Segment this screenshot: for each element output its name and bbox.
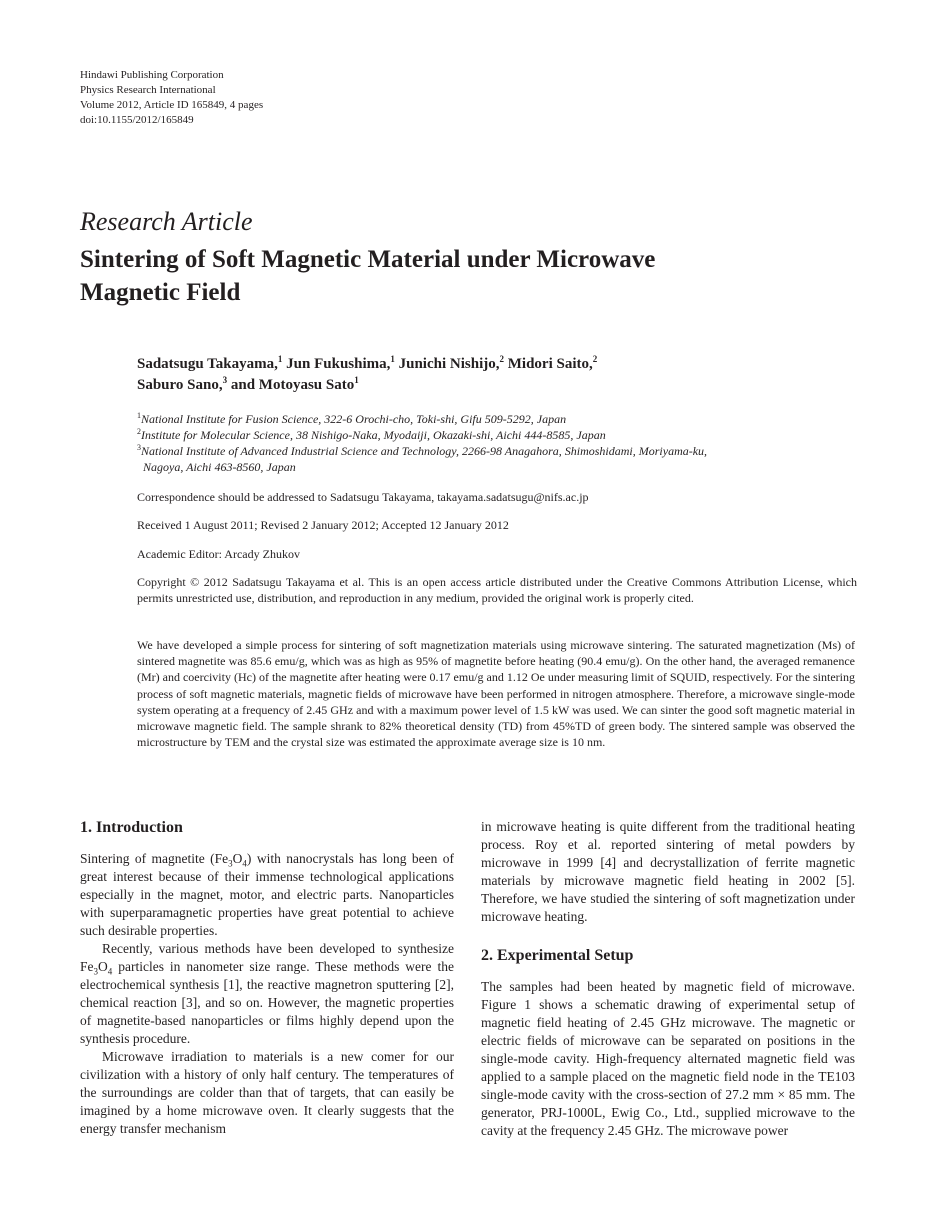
right-column	[481, 818, 855, 1140]
section-heading-introduction: 1. Introduction	[80, 819, 183, 836]
intro-paragraph-2: Recently, various methods have been developed to synthesize $Fe_3O_4$ particles in nanometer size range. These methods were the electrochemical synthesis [1], the reactive magnetron sputtering [2], chemical reaction [3], and so on. However, the magnetic properties of magnetite-based nanoparticles or films highly depend upon the synthesis procedure.	[80, 941, 454, 1046]
intro-paragraph-continuation: in microwave heating is quite different from the traditional heating process. Roy et al. reported sintering of metal powders by microwave in 1999 [4] and decrystallization of ferrite magnetic materials by microwave magnetic field heating in 2002 [5]. Therefore, we have studied the sintering of soft magnetization under microwave heating.	[481, 819, 855, 924]
correspondence-note: Correspondence should be addressed to Sadatsugu Takayama, takayama.sadatsugu@nifs.ac.jp	[137, 490, 589, 504]
author-affiliation-mark: 1	[354, 375, 359, 385]
affiliation-text: National Institute of Advanced Industrial Science and Technology, 2266-98 Anagahora, Shimoshidami, Moriyama-ku,	[141, 444, 708, 458]
section-heading-experimental-setup: 2. Experimental Setup	[481, 947, 634, 964]
affiliation-number: 2	[137, 427, 141, 436]
author-affiliation-mark: 3	[222, 375, 228, 385]
article-title: Sintering of Soft Magnetic Material under Microwave Magnetic Field	[80, 246, 656, 306]
affiliation-list	[137, 411, 857, 475]
affiliation-number: 3	[137, 443, 141, 452]
author-affiliation-mark: 1	[390, 354, 395, 364]
author-name: Saburo Sano,	[137, 377, 223, 393]
affiliation-continuation: Nagoya, Aichi 463-8560, Japan	[143, 460, 296, 474]
author-list	[137, 354, 757, 396]
author-name: Sadatsugu Takayama,	[137, 356, 278, 372]
received-dates: Received 1 August 2011; Revised 2 January 2012; Accepted 12 January 2012	[137, 518, 509, 532]
author-name: and Motoyasu Sato	[230, 377, 355, 393]
author-affiliation-mark: 2	[592, 354, 598, 364]
affiliation-item	[137, 427, 857, 443]
author-name: Junichi Nishijo,	[398, 356, 500, 372]
doi[interactable]: doi:10.1155/2012/165849	[80, 114, 194, 126]
journal-header	[80, 68, 263, 128]
author-affiliation-mark: 1	[277, 354, 283, 364]
volume-info: Volume 2012, Article ID 165849, 4 pages	[80, 99, 264, 111]
affiliation-item	[137, 411, 857, 427]
academic-editor: Academic Editor: Arcady Zhukov	[137, 547, 300, 561]
article-type: Research Article	[80, 207, 253, 236]
setup-paragraph-1: The samples had been heated by magnetic field of microwave. Figure 1 shows a schematic drawing of experimental setup of magnetic field heating of 2.45 GHz microwave. The magnetic or electric fields of microwave can be separated on positions in the single-mode cavity. High-frequency alternated magnetic field was applied to a sample placed on the magnetic field node in the TE103 single-mode cavity with the cross-section of 27.2 mm × 85 mm. The generator, PRJ-1000L, Ewig Co., Ltd., supplied microwave to the cavity at the frequency 2.45 GHz. The microwave power	[481, 979, 855, 1138]
left-column	[80, 818, 454, 1138]
intro-paragraph-1: Sintering of magnetite $(Fe_3O_4)$ with nanocrystals has long been of great interest because of their immense technological applications especially in the magnet, motor, and electric parts. Nanoparticles with superparamagnetic properties have great potential to achieve such desirable properties.	[80, 851, 455, 938]
author-name: Midori Saito,	[507, 356, 593, 372]
affiliation-number: 1	[137, 411, 141, 420]
author-name: Jun Fukushima,	[286, 356, 391, 372]
publisher-name: Hindawi Publishing Corporation	[80, 69, 224, 81]
journal-name: Physics Research International	[80, 84, 216, 96]
abstract: We have developed a simple process for sintering of soft magnetization materials using microwave sintering. The saturated magnetization (Ms) of sintered magnetite was 85.6 emu/g, which was as high as 95% of magnetite before heating (90.4 emu/g). On the other hand, the averaged remanence (Mr) and coercivity (Hc) of the magnetite after heating were 0.17 emu/g and 1.12 Oe under measuring limit of SQUID, respectively. For the sintering process of soft magnetic materials, magnetic fields of microwave have been performed in nitrogen atmosphere. Therefore, a microwave single-mode system operating at a frequency of 2.45 GHz and with a maximum power level of 1.5 kW was used. We can sinter the good soft magnetic material in microwave magnetic field. The sample shrank to 82% theoretical density (TD) from 45%TD of green body. The sintered sample was observed the microstructure by TEM and the crystal size was estimated the approximate average size is 10 nm.	[137, 638, 856, 750]
author-affiliation-mark: 2	[499, 354, 504, 364]
affiliation-item	[137, 443, 857, 459]
affiliation-text: Institute for Molecular Science, 38 Nishigo-Naka, Myodaiji, Okazaki-shi, Aichi 444-8585, Japan	[141, 428, 606, 442]
affiliation-text: National Institute for Fusion Science, 322-6 Orochi-cho, Toki-shi, Gifu 509-5292, Japan	[141, 412, 567, 426]
copyright-notice: Copyright © 2012 Sadatsugu Takayama et al. This is an open access article distributed under the Creative Commons Attribution License, which permits unrestricted use, distribution, and reproduction in any medium, provided the original work is properly cited.	[137, 575, 857, 605]
intro-paragraph-3: Microwave irradiation to materials is a new comer for our civilization with a history of only half century. The temperatures of the surroundings are colder than that of targets, that can easily be imagined by a home microwave oven. It clearly suggests that the energy transfer mechanism	[80, 1049, 454, 1136]
